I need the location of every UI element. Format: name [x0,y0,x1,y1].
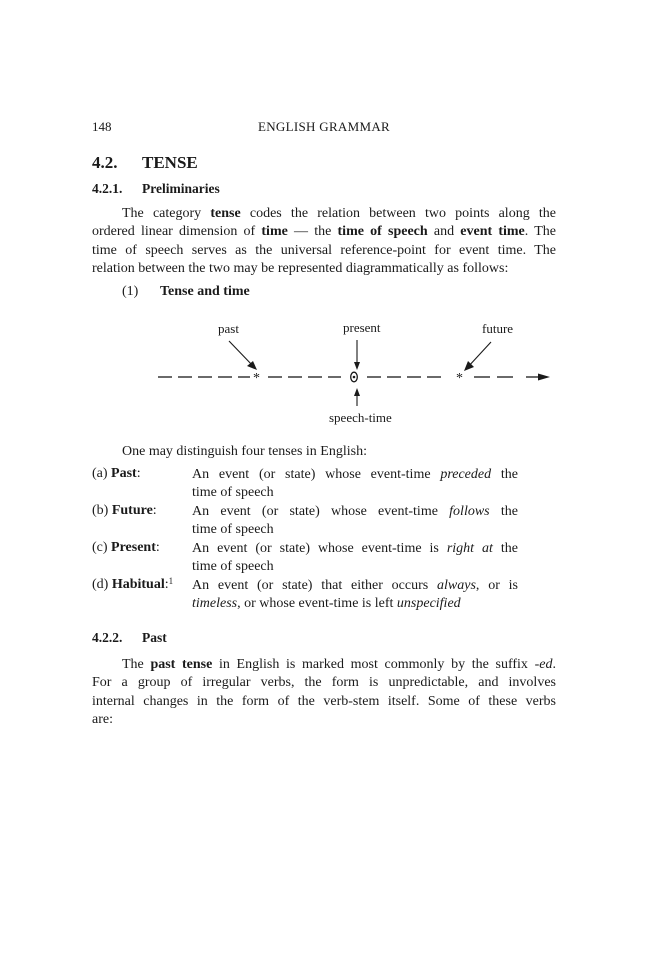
item-colon: : [155,540,160,555]
emphasis: unspecified [396,596,461,611]
emphasis: follows [449,504,490,519]
list-item-label [92,466,141,482]
description-line [192,595,518,613]
present-event-marker [351,372,358,382]
subsection-number: 4.2.2. [92,630,123,645]
label-present: present [343,320,381,335]
past-event-marker: * [253,371,260,386]
item-letter: (a) [92,466,108,481]
list-item [92,540,562,576]
example-title: Tense and time [160,284,250,299]
paragraph-line: internal changes in the form of the verb-stem itself. Some of these verbs [92,693,556,709]
future-arrow-shaft [467,342,491,368]
list-item-label [92,503,157,519]
list-item-description [192,540,518,576]
list-item-label [92,540,160,556]
paragraph-line: are: [92,711,113,727]
item-letter: (d) [92,577,109,592]
emphasis: timeless [192,596,238,611]
speech-time-arrowhead [354,388,360,396]
page-number: 148 [92,119,112,134]
term-time-of-speech: time of speech [337,224,428,240]
item-letter: (b) [92,503,109,518]
text-run: and [427,224,461,240]
term-time: time [261,224,288,240]
paragraph-past [92,656,556,729]
future-arrowhead [464,361,474,371]
list-item-description [192,577,518,613]
running-title: ENGLISH GRAMMAR [258,119,390,134]
text-run: ordered linear dimension of [92,224,262,240]
example-caption [122,284,250,300]
term-tense: tense [210,206,241,221]
text-run: the [492,541,518,556]
label-future: future [482,321,514,336]
description-line [192,466,518,484]
text-run: . The [524,224,556,240]
subsection-title: Past [142,630,167,645]
subsection-number: 4.2.1. [92,181,123,196]
list-item [92,466,562,502]
paragraph-line [92,656,556,674]
text-run: — the [287,224,338,240]
text-run: . [552,657,556,672]
item-term: Habitual [111,577,165,592]
subsection-title: Preliminaries [142,181,220,196]
suffix-ed: -ed [534,657,553,672]
item-colon: : [152,503,157,518]
future-event-marker: * [456,371,463,386]
text-run: the [489,504,518,519]
timeline-arrowhead [538,374,550,381]
label-past: past [218,321,239,336]
label-speech-time: speech-time [329,410,392,425]
description-line: time of speech [192,522,274,537]
list-item-description [192,466,518,502]
item-colon: : [136,466,141,481]
present-marker-dot [353,376,356,379]
subsection-heading-past [92,630,167,646]
paragraph-preliminaries [92,205,556,278]
paragraph-line [92,223,556,241]
subsection-heading-preliminaries [92,181,220,197]
paragraph-line: For a group of irregular verbs, the form is unpredictable, and involves [92,675,556,691]
term-event-time: event time [460,224,525,240]
text-run: The [122,657,151,672]
text-run: The category [122,206,211,221]
diagram-arrows [229,340,491,406]
section-number: 4.2. [92,153,118,172]
text-run: An event (or state) whose event-time is [192,541,447,556]
present-marker-ring [351,372,358,382]
description-line: time of speech [192,485,274,500]
item-term: Future [111,503,153,518]
text-run: the [491,467,518,482]
text-run: codes the relation between two points along the [240,206,556,221]
emphasis: right at [446,541,493,556]
description-line: time of speech [192,559,274,574]
past-arrow-shaft [229,341,254,367]
list-item [92,577,562,613]
present-arrowhead [354,362,360,370]
description-line [192,503,518,521]
text-run: An event (or state) that either occurs [192,578,438,593]
list-item [92,503,562,539]
section-heading [92,153,198,173]
paragraph-line [92,205,556,223]
text-run: An event (or state) whose event-time [192,504,450,519]
section-title: TENSE [142,153,198,172]
paragraph-line: relation between the two may be represented diagrammatically as follows: [92,260,509,276]
list-item-label [92,577,173,593]
item-term: Past [111,466,137,481]
footnote-marker[interactable]: 1 [168,576,174,586]
example-number: (1) [122,284,139,299]
tenses-intro: One may distinguish four tenses in English: [122,444,367,459]
description-line [192,577,518,595]
emphasis: preceded [440,467,492,482]
text-run: , or whose event-time is left [237,596,397,611]
text-run: An event (or state) whose event-time [192,467,441,482]
emphasis: always [437,578,476,593]
item-colon: : [164,577,169,592]
paragraph-line: time of speech serves as the universal reference-point for event time. The [92,242,556,258]
text-run: in English is marked most commonly by the suffix [212,657,535,672]
list-item-description [192,503,518,539]
item-term: Present [111,540,156,555]
item-letter: (c) [92,540,108,555]
description-line [192,540,518,558]
text-run: , or is [475,578,518,593]
past-arrowhead [247,361,257,370]
term-past-tense: past tense [150,657,213,672]
